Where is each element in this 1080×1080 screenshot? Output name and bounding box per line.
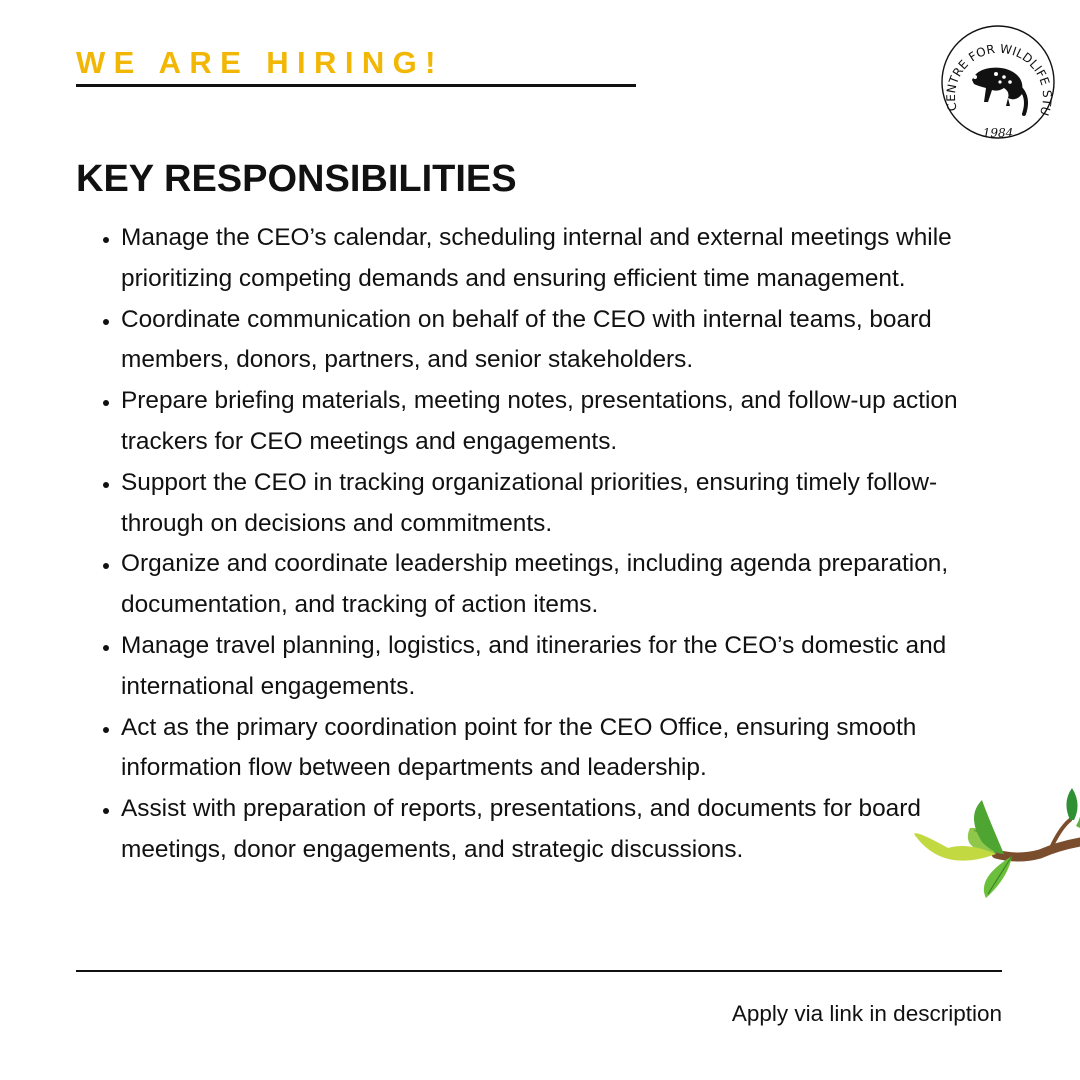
section-title: KEY RESPONSIBILITIES — [76, 158, 517, 200]
list-item: • Organize and coordinate leadership meetings, including agenda preparation, documentation, and tracking of action items. — [121, 544, 971, 626]
logo-year: 1984 — [982, 126, 1014, 140]
list-item: • Manage travel planning, logistics, and itineraries for the CEO’s domestic and international engagements. — [121, 626, 971, 708]
responsibilities-list — [100, 218, 971, 871]
header-divider — [76, 84, 636, 87]
list-item: • Coordinate communication on behalf of the CEO with internal teams, board members, donors, partners, and senior stakeholders. — [121, 300, 971, 382]
logo-org-name: CENTRE FOR WILDLIFE STU — [943, 41, 1055, 118]
list-item: • Support the CEO in tracking organizational priorities, ensuring timely follow-through on decisions and commitments. — [121, 463, 971, 545]
leafy-branch-icon — [912, 786, 1080, 916]
list-item: • Act as the primary coordination point for the CEO Office, ensuring smooth information flow between departments and leadership. — [121, 708, 971, 790]
list-item: • Prepare briefing materials, meeting notes, presentations, and follow-up action trackers for CEO meetings and engagements. — [121, 381, 971, 463]
list-item: • Assist with preparation of reports, presentations, and documents for board meetings, donor engagements, and strategic discussions. — [121, 789, 971, 871]
civet-icon — [972, 68, 1026, 114]
hiring-heading: WE ARE HIRING! — [76, 45, 444, 80]
footer-divider — [76, 970, 1002, 972]
apply-instructions: Apply via link in description — [731, 1001, 1002, 1026]
org-logo — [938, 22, 1058, 142]
list-item: • Manage the CEO’s calendar, scheduling internal and external meetings while prioritizing competing demands and ensuring efficient time management. — [121, 218, 971, 300]
